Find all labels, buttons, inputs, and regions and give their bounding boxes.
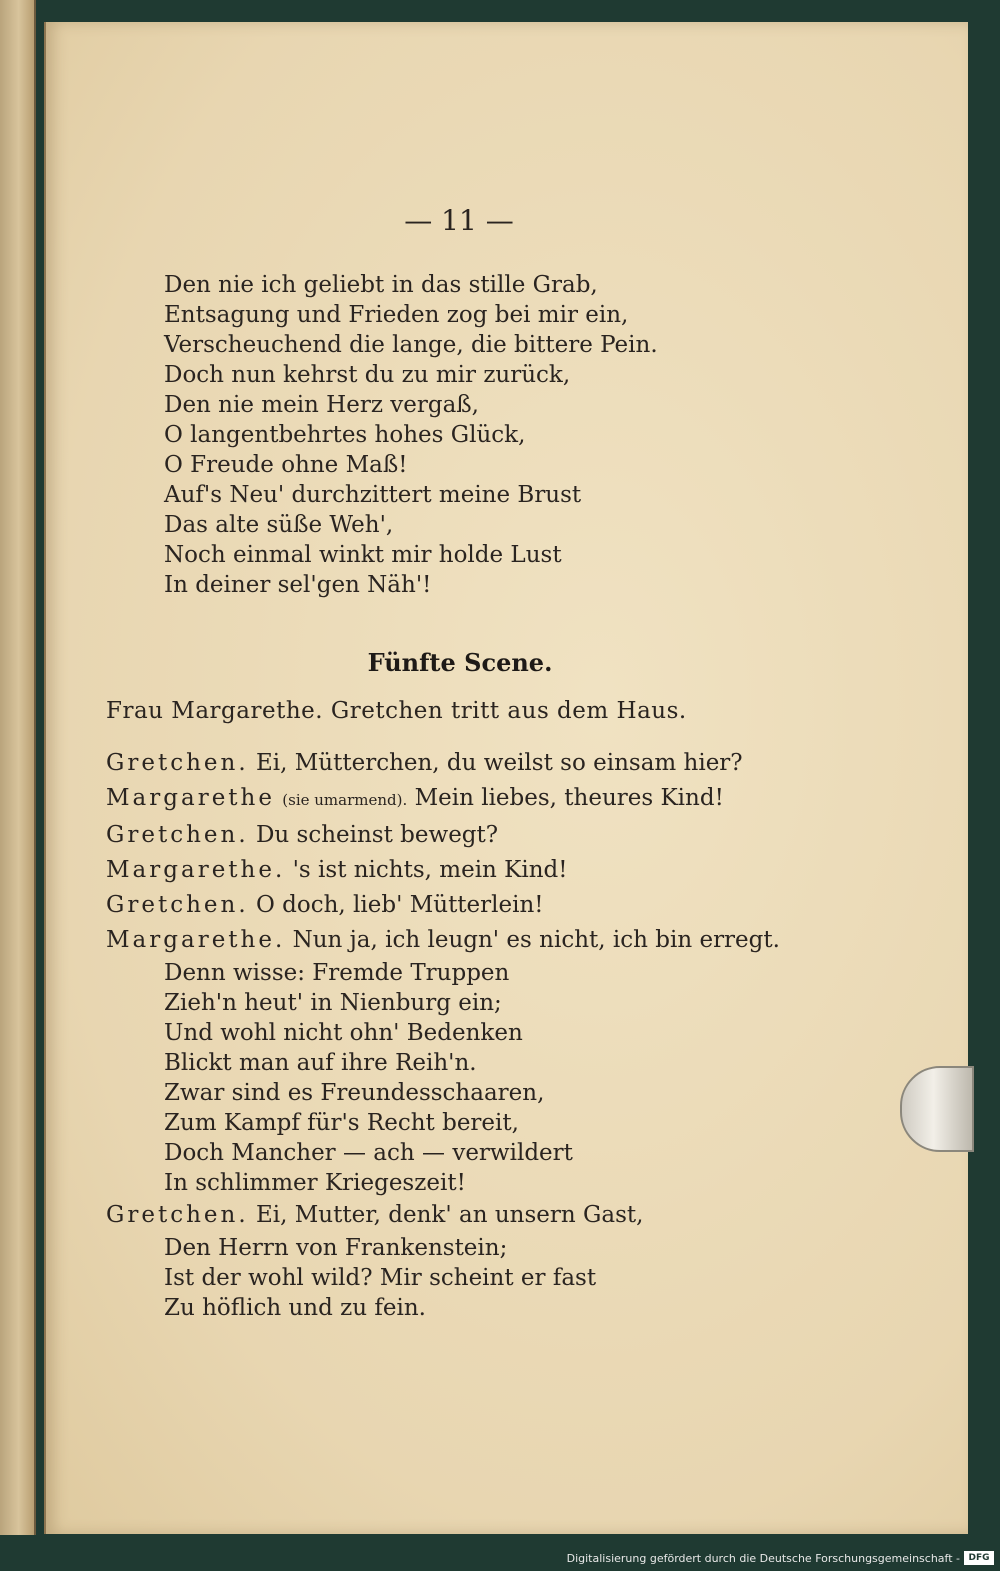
continuation-line: Zu höflich und zu fein.: [164, 1295, 426, 1321]
continuation-line: Doch Mancher — ach — verwildert: [164, 1140, 573, 1166]
speaker-name: Gretchen.: [106, 822, 249, 848]
continuation-line: In schlimmer Kriegeszeit!: [164, 1170, 466, 1196]
book-clip: [900, 1066, 974, 1152]
continuation-line: Den Herrn von Frankenstein;: [164, 1235, 508, 1261]
verse-line: Entsagung und Frieden zog bei mir ein,: [164, 302, 629, 328]
speech-text: Ei, Mutter, denk' an unsern Gast,: [255, 1202, 644, 1228]
speaker-name: Margarethe: [106, 785, 275, 811]
speech-line: [106, 781, 780, 818]
speaker-direction: (sie umarmend).: [282, 791, 408, 809]
scene-heading: Fünfte Scene.: [367, 648, 553, 677]
continuation-line: Blickt man auf ihre Reih'n.: [164, 1050, 477, 1076]
verse-line: In deiner sel'gen Näh'!: [164, 572, 432, 598]
footer-credit: Digitalisierung gefördert durch die Deutsche Forschungsgemeinschaft -: [566, 1552, 960, 1565]
dfg-logo-icon: DFG: [964, 1551, 994, 1565]
speech-text: Mein liebes, theures Kind!: [414, 785, 724, 811]
continuation-line: Zieh'n heut' in Nienburg ein;: [164, 990, 502, 1016]
dialogue-block: [106, 746, 780, 1323]
left-page-edge: [0, 0, 36, 1535]
speech-text: Du scheinst bewegt?: [255, 822, 499, 848]
verse-line: Verscheuchend die lange, die bittere Pein.: [164, 332, 658, 358]
speech-line: [106, 888, 780, 923]
verse-line: Doch nun kehrst du zu mir zurück,: [164, 362, 571, 388]
verse-line: Noch einmal winkt mir holde Lust: [164, 542, 562, 568]
verse-line: O Freude ohne Maß!: [164, 452, 408, 478]
stage-direction: Frau Margarethe. Gretchen tritt aus dem Haus.: [106, 698, 687, 724]
continuation-line: Und wohl nicht ohn' Bedenken: [164, 1020, 523, 1046]
speech-text: Nun ja, ich leugn' es nicht, ich bin erregt.: [292, 927, 780, 953]
speech-line: [106, 853, 780, 888]
page-number: — 11 —: [404, 204, 514, 237]
verse-line: Das alte süße Weh',: [164, 512, 394, 538]
continuation-line: Zwar sind es Freundesschaaren,: [164, 1080, 545, 1106]
speech-line: [106, 923, 780, 958]
verse-line: Auf's Neu' durchzittert meine Brust: [164, 482, 582, 508]
verse-block: [164, 270, 658, 600]
speaker-name: Margarethe.: [106, 927, 286, 953]
verse-line: Den nie ich geliebt in das stille Grab,: [164, 272, 598, 298]
continuation-line: Denn wisse: Fremde Truppen: [164, 960, 510, 986]
continuation-line: Zum Kampf für's Recht bereit,: [164, 1110, 519, 1136]
speech-text: Ei, Mütterchen, du weilst so einsam hier?: [255, 750, 743, 776]
speech-text: 's ist nichts, mein Kind!: [292, 857, 568, 883]
speech-line: [106, 746, 780, 781]
continuation-line: Ist der wohl wild? Mir scheint er fast: [164, 1265, 597, 1291]
speech-text: O doch, lieb' Mütterlein!: [255, 892, 544, 918]
speech-line: [106, 818, 780, 853]
speaker-name: Gretchen.: [106, 892, 249, 918]
speaker-name: Margarethe.: [106, 857, 286, 883]
verse-line: Den nie mein Herz vergaß,: [164, 392, 479, 418]
speaker-name: Gretchen.: [106, 750, 249, 776]
speaker-name: Gretchen.: [106, 1202, 249, 1228]
speech-line: [106, 1198, 780, 1233]
verse-line: O langentbehrtes hohes Glück,: [164, 422, 526, 448]
